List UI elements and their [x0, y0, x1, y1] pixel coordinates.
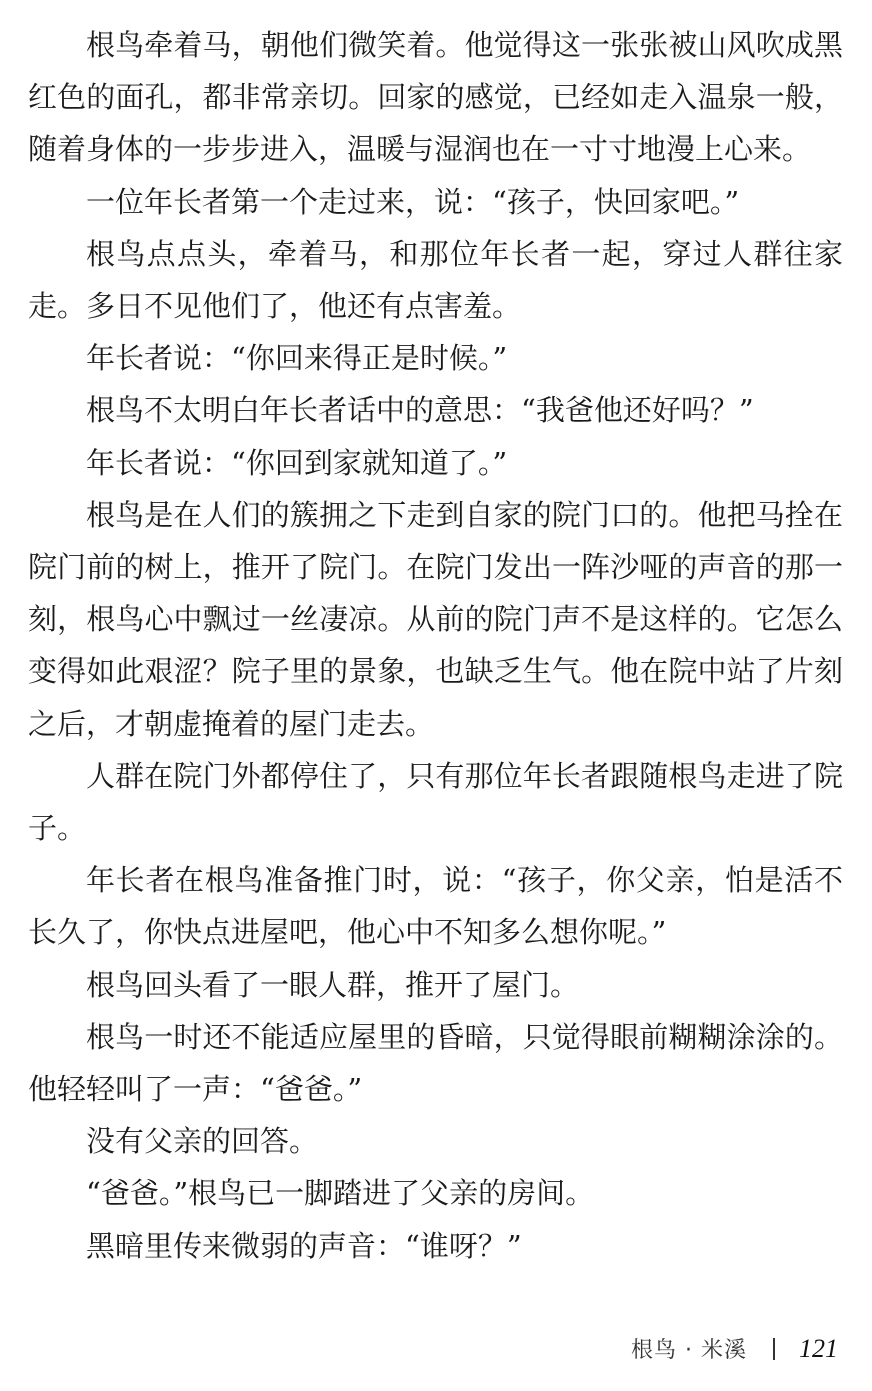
footer-divider [773, 1338, 775, 1360]
paragraph: 黑暗里传来微弱的声音：“谁呀？” [86, 1228, 522, 1263]
paragraph: 根鸟牵着马，朝他们微笑着。他觉得这一张张被山风吹成黑红色的面孔，都非常亲切。回家的感觉，已经如走入温泉一般，随着身体的一步步进入，温暖与湿润也在一寸寸地漫上心来。 [28, 28, 843, 167]
paragraph: 没有父亲的回答。 [86, 1124, 319, 1159]
paragraph: 年长者说：“你回来得正是时候。” [86, 341, 508, 376]
paragraph: 年长者在根鸟准备推门时，说：“孩子，你父亲，怕是活不长久了，你快点进屋吧，他心中不知多么想你呢。” [28, 863, 843, 950]
page-footer [631, 1333, 838, 1364]
paragraph: 年长者说：“你回到家就知道了。” [86, 445, 508, 480]
page-body [28, 19, 843, 1272]
paragraph: 根鸟一时还不能适应屋里的昏暗，只觉得眼前糊糊涂涂的。他轻轻叫了一声：“爸爸。” [28, 1019, 843, 1107]
paragraph: 人群在院门外都停住了，只有那位年长者跟随根鸟走进了院子。 [28, 758, 843, 846]
page-number: 121 [799, 1333, 838, 1363]
running-title: 根鸟 · 米溪 [631, 1338, 747, 1363]
paragraph: 根鸟是在人们的簇拥之下走到自家的院门口的。他把马拴在院门前的树上，推开了院门。在院门发出一阵沙哑的声音的那一刻，根鸟心中飘过一丝凄凉。从前的院门声不是这样的。它怎么变得如此艰涩？院子里的景象，也缺乏生气。他在院中站了片刻之后，才朝虚掩着的屋门走去。 [28, 497, 843, 741]
paragraph: 根鸟点点头，牵着马，和那位年长者一起，穿过人群往家走。多日不见他们了，他还有点害羞。 [28, 236, 843, 324]
paragraph: “爸爸。”根鸟已一脚踏进了父亲的房间。 [86, 1176, 595, 1211]
paragraph: 一位年长者第一个走过来，说：“孩子，快回家吧。” [86, 184, 740, 219]
paragraph: 根鸟不太明白年长者话中的意思：“我爸他还好吗？” [86, 393, 754, 428]
paragraph: 根鸟回头看了一眼人群，推开了屋门。 [86, 967, 580, 1002]
